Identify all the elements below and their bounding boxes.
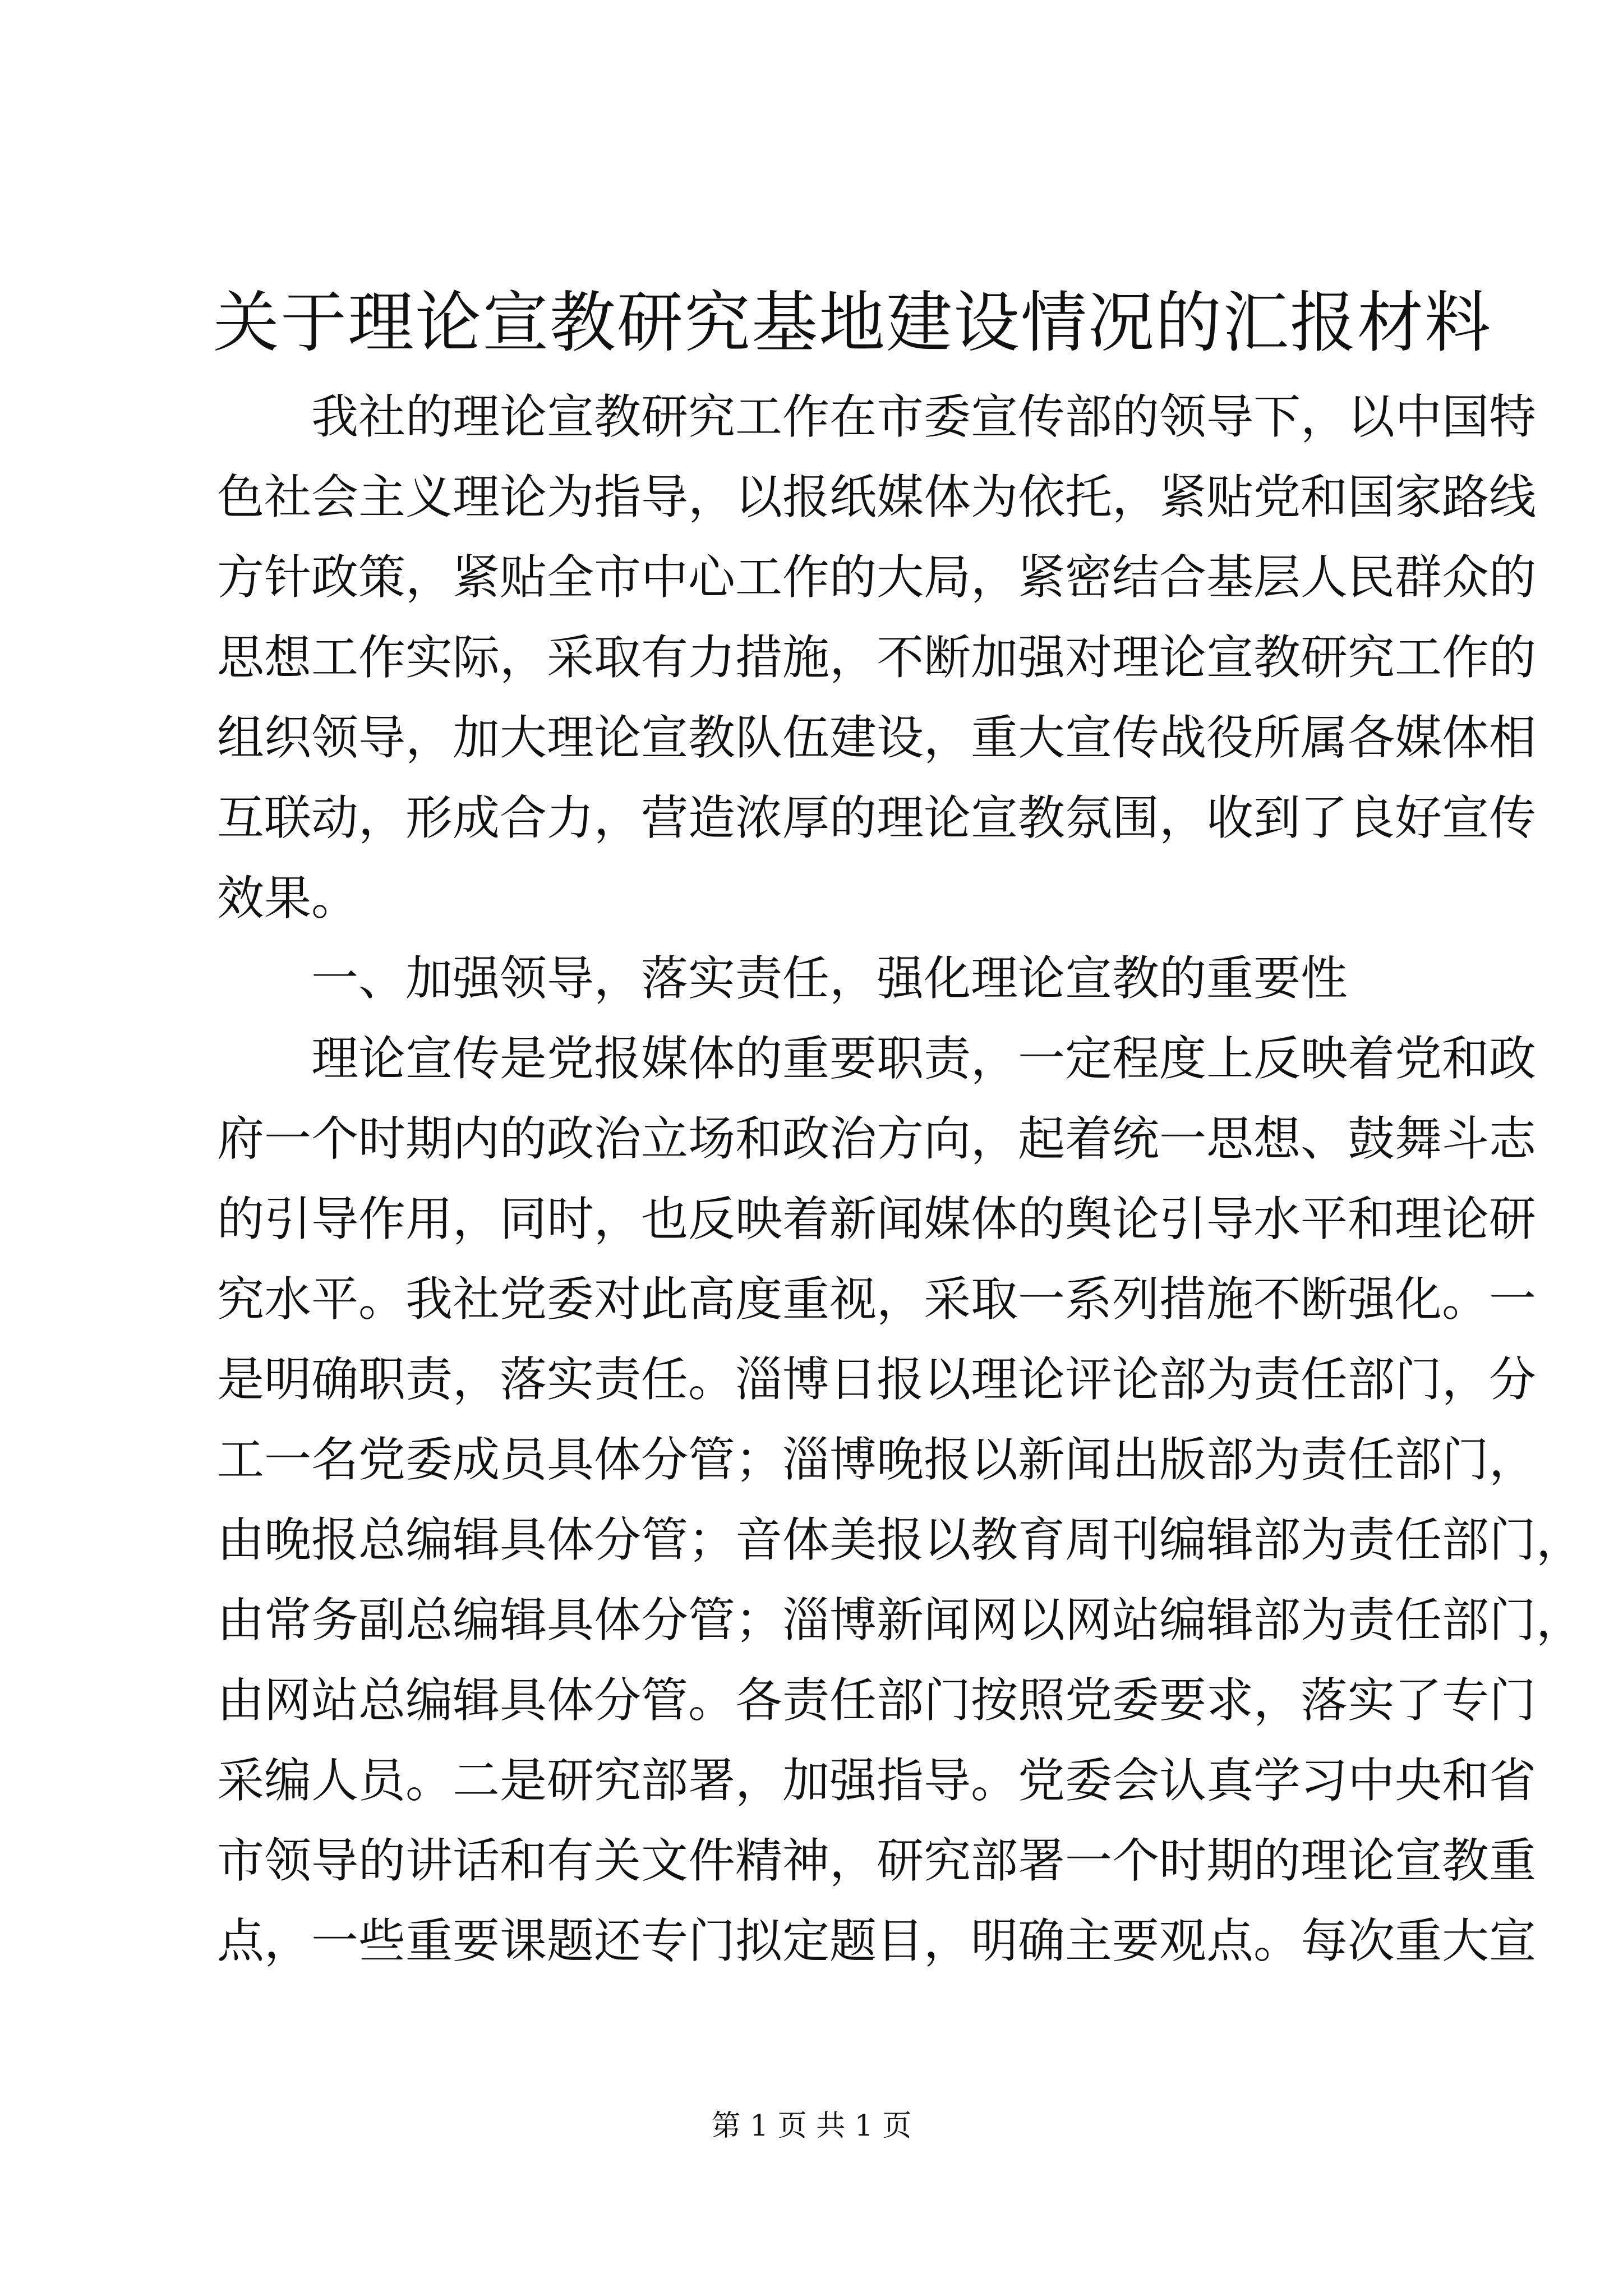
paragraph-intro (217, 377, 1537, 938)
paragraph-line: 市领导的讲话和有关文件精神，研究部署一个时期的理论宣教重 (217, 1833, 1537, 1888)
paragraph-line: 的引导作用，同时，也反映着新闻媒体的舆论引导水平和理论研 (217, 1191, 1537, 1246)
paragraph-line: 由常务副总编辑具体分管；淄博新闻网以网站编辑部为责任部门， (217, 1593, 1584, 1648)
paragraph-line: 采编人员。二是研究部署，加强指导。党委会认真学习中央和省 (217, 1753, 1537, 1808)
page-footer (0, 2106, 1623, 2146)
paragraph-line: 互联动，形成合力，营造浓厚的理论宣教氛围，收到了良好宣传 (217, 790, 1537, 845)
paragraph-line: 究水平。我社党委对此高度重视，采取一系列措施不断强化。一 (217, 1272, 1537, 1327)
paragraph-line: 由网站总编辑具体分管。各责任部门按照党委要求，落实了专门 (217, 1673, 1537, 1728)
paragraph-line: 是明确职责，落实责任。淄博日报以理论评论部为责任部门，分 (217, 1352, 1537, 1407)
page-number: 第 1 页 共 1 页 (711, 2109, 912, 2143)
document-body (217, 377, 1584, 1981)
section-heading: 一、加强领导，落实责任，强化理论宣教的重要性 (311, 951, 1348, 1006)
paragraph-line: 效果。 (217, 871, 359, 926)
paragraph-line: 府一个时期内的政治立场和政治方向，起着统一思想、鼓舞斗志 (217, 1111, 1537, 1166)
paragraph-line: 理论宣传是党报媒体的重要职责，一定程度上反映着党和政 (311, 1031, 1537, 1086)
paragraph-line: 思想工作实际，采取有力措施，不断加强对理论宣教研究工作的 (217, 630, 1537, 685)
paragraph-section-one (217, 1019, 1584, 1981)
document-title: 关于理论宣教研究基地建设情况的汇报材料 (213, 284, 1492, 361)
paragraph-line: 点，一些重要课题还专门拟定题目，明确主要观点。每次重大宣 (217, 1913, 1537, 1968)
paragraph-line: 我社的理论宣教研究工作在市委宣传部的领导下，以中国特 (311, 389, 1537, 444)
paragraph-line: 方针政策，紧贴全市中心工作的大局，紧密结合基层人民群众的 (217, 550, 1537, 605)
paragraph-line: 由晚报总编辑具体分管；音体美报以教育周刊编辑部为责任部门， (217, 1512, 1584, 1567)
paragraph-line: 组织领导，加大理论宣教队伍建设，重大宣传战役所属各媒体相 (217, 710, 1537, 765)
paragraph-line: 工一名党委成员具体分管；淄博晚报以新闻出版部为责任部门， (217, 1432, 1537, 1487)
paragraph-line: 色社会主义理论为指导，以报纸媒体为依托，紧贴党和国家路线 (217, 470, 1537, 524)
